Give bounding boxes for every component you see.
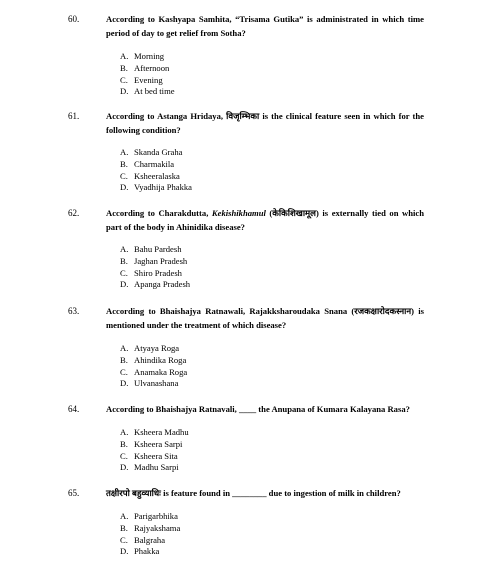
option-text: At bed time	[134, 86, 175, 97]
option-letter: B.	[120, 158, 128, 169]
option-b[interactable]	[120, 159, 192, 171]
option-b[interactable]	[120, 439, 189, 451]
option-text: Ksheera Sita	[134, 450, 178, 461]
option-text: Charmakila	[134, 158, 175, 169]
option-a[interactable]	[120, 511, 180, 523]
question-text-part: According to Bhaishajya Ratnavali, ____ the Anupana of Kumara Kalayana Rasa?	[106, 404, 410, 414]
option-a[interactable]	[120, 147, 192, 159]
option-a[interactable]	[120, 244, 190, 256]
option-letter: C.	[120, 267, 128, 278]
option-letter: B.	[120, 354, 128, 365]
option-a[interactable]	[120, 51, 175, 63]
option-d[interactable]	[120, 279, 190, 291]
question-number: 60.	[68, 14, 80, 24]
option-letter: D.	[120, 378, 129, 389]
option-text: Ahindika Roga	[134, 354, 187, 365]
option-letter: A.	[120, 343, 129, 353]
question-text	[106, 13, 424, 40]
question-number: 63.	[68, 306, 80, 316]
option-d[interactable]	[120, 182, 192, 194]
option-letter: D.	[120, 182, 129, 193]
question-text-part: According to Charakdutta,	[106, 208, 212, 218]
option-letter: A.	[120, 147, 129, 157]
option-text: Bahu Pardesh	[134, 244, 182, 254]
option-c[interactable]	[120, 367, 187, 379]
option-letter: A.	[120, 427, 129, 437]
question-number: 65.	[68, 488, 80, 498]
option-letter: C.	[120, 534, 128, 545]
option-letter: D.	[120, 462, 129, 473]
option-c[interactable]	[120, 535, 180, 547]
question-number: 61.	[68, 111, 80, 121]
options-list	[120, 244, 190, 291]
options-list	[120, 343, 187, 390]
option-b[interactable]	[120, 355, 187, 367]
question-text	[106, 487, 424, 501]
option-text: Ksheera Madhu	[134, 427, 189, 437]
option-letter: D.	[120, 546, 129, 557]
option-text: Ksheera Sarpi	[134, 438, 183, 449]
question-text	[106, 403, 424, 417]
option-c[interactable]	[120, 268, 190, 280]
option-text: Balgraha	[134, 534, 166, 545]
option-text: Shiro Pradesh	[134, 267, 182, 278]
option-text: Parigarbhika	[134, 511, 178, 521]
options-list	[120, 427, 189, 474]
option-text: Evening	[134, 74, 163, 85]
option-letter: A.	[120, 51, 129, 61]
option-text: Vyadhija Phakka	[134, 182, 192, 193]
option-text: Madhu Sarpi	[134, 462, 179, 473]
option-text: Apanga Pradesh	[134, 279, 191, 290]
option-letter: C.	[120, 170, 128, 181]
question-text-part: According to Astanga Hridaya, विजृम्भिका is the clinical feature seen in which for the following condition?	[106, 111, 424, 135]
question-text-part: According to Kashyapa Samhita, “Trisama Gutika” is administrated in which time period of day to get relief from Sotha?	[106, 14, 424, 38]
option-letter: A.	[120, 244, 129, 254]
option-letter: B.	[120, 62, 128, 73]
option-text: Phakka	[134, 546, 160, 557]
option-c[interactable]	[120, 75, 175, 87]
option-b[interactable]	[120, 63, 175, 75]
option-text: Rajyakshama	[134, 522, 181, 533]
option-d[interactable]	[120, 86, 175, 98]
option-text: Ksheeralaska	[134, 170, 180, 181]
option-text: Ulvanashana	[134, 378, 179, 389]
question-text	[106, 207, 424, 234]
question-text-part: According to Bhaishajya Ratnawali, Rajakksharoudaka Snana (रजकक्षारोदकस्नान) is mentioned under the treatment of which disease?	[106, 306, 424, 330]
option-letter: B.	[120, 255, 128, 266]
option-a[interactable]	[120, 343, 187, 355]
option-text: Afternoon	[134, 62, 170, 73]
question-number: 64.	[68, 404, 80, 414]
question-text-italic: Kekishikhamul	[211, 208, 266, 218]
question-text-part: (केकिशिखामूल) is externally tied on which part of the body in Ahinidika disease?	[106, 208, 424, 232]
option-text: Jaghan Pradesh	[134, 255, 188, 266]
option-b[interactable]	[120, 523, 180, 535]
option-text: Atyaya Roga	[134, 343, 180, 353]
option-letter: C.	[120, 366, 128, 377]
option-text: Morning	[134, 51, 165, 61]
option-a[interactable]	[120, 427, 189, 439]
option-text: Skanda Graha	[134, 147, 183, 157]
option-letter: C.	[120, 450, 128, 461]
option-text: Anamaka Roga	[134, 366, 188, 377]
option-d[interactable]	[120, 378, 187, 390]
option-letter: C.	[120, 74, 128, 85]
option-c[interactable]	[120, 451, 189, 463]
options-list	[120, 147, 192, 194]
option-d[interactable]	[120, 546, 180, 558]
question-text-part: तक्षीरपो बहुव्याधिः is feature found in ________ due to ingestion of milk in children?	[106, 488, 401, 498]
question-text	[106, 305, 424, 332]
option-letter: A.	[120, 511, 129, 521]
option-letter: D.	[120, 86, 129, 97]
option-b[interactable]	[120, 256, 190, 268]
option-d[interactable]	[120, 462, 189, 474]
option-letter: B.	[120, 438, 128, 449]
options-list	[120, 51, 175, 98]
options-list	[120, 511, 180, 558]
option-c[interactable]	[120, 171, 192, 183]
question-text	[106, 110, 424, 137]
question-number: 62.	[68, 208, 80, 218]
option-letter: D.	[120, 279, 129, 290]
option-letter: B.	[120, 522, 128, 533]
